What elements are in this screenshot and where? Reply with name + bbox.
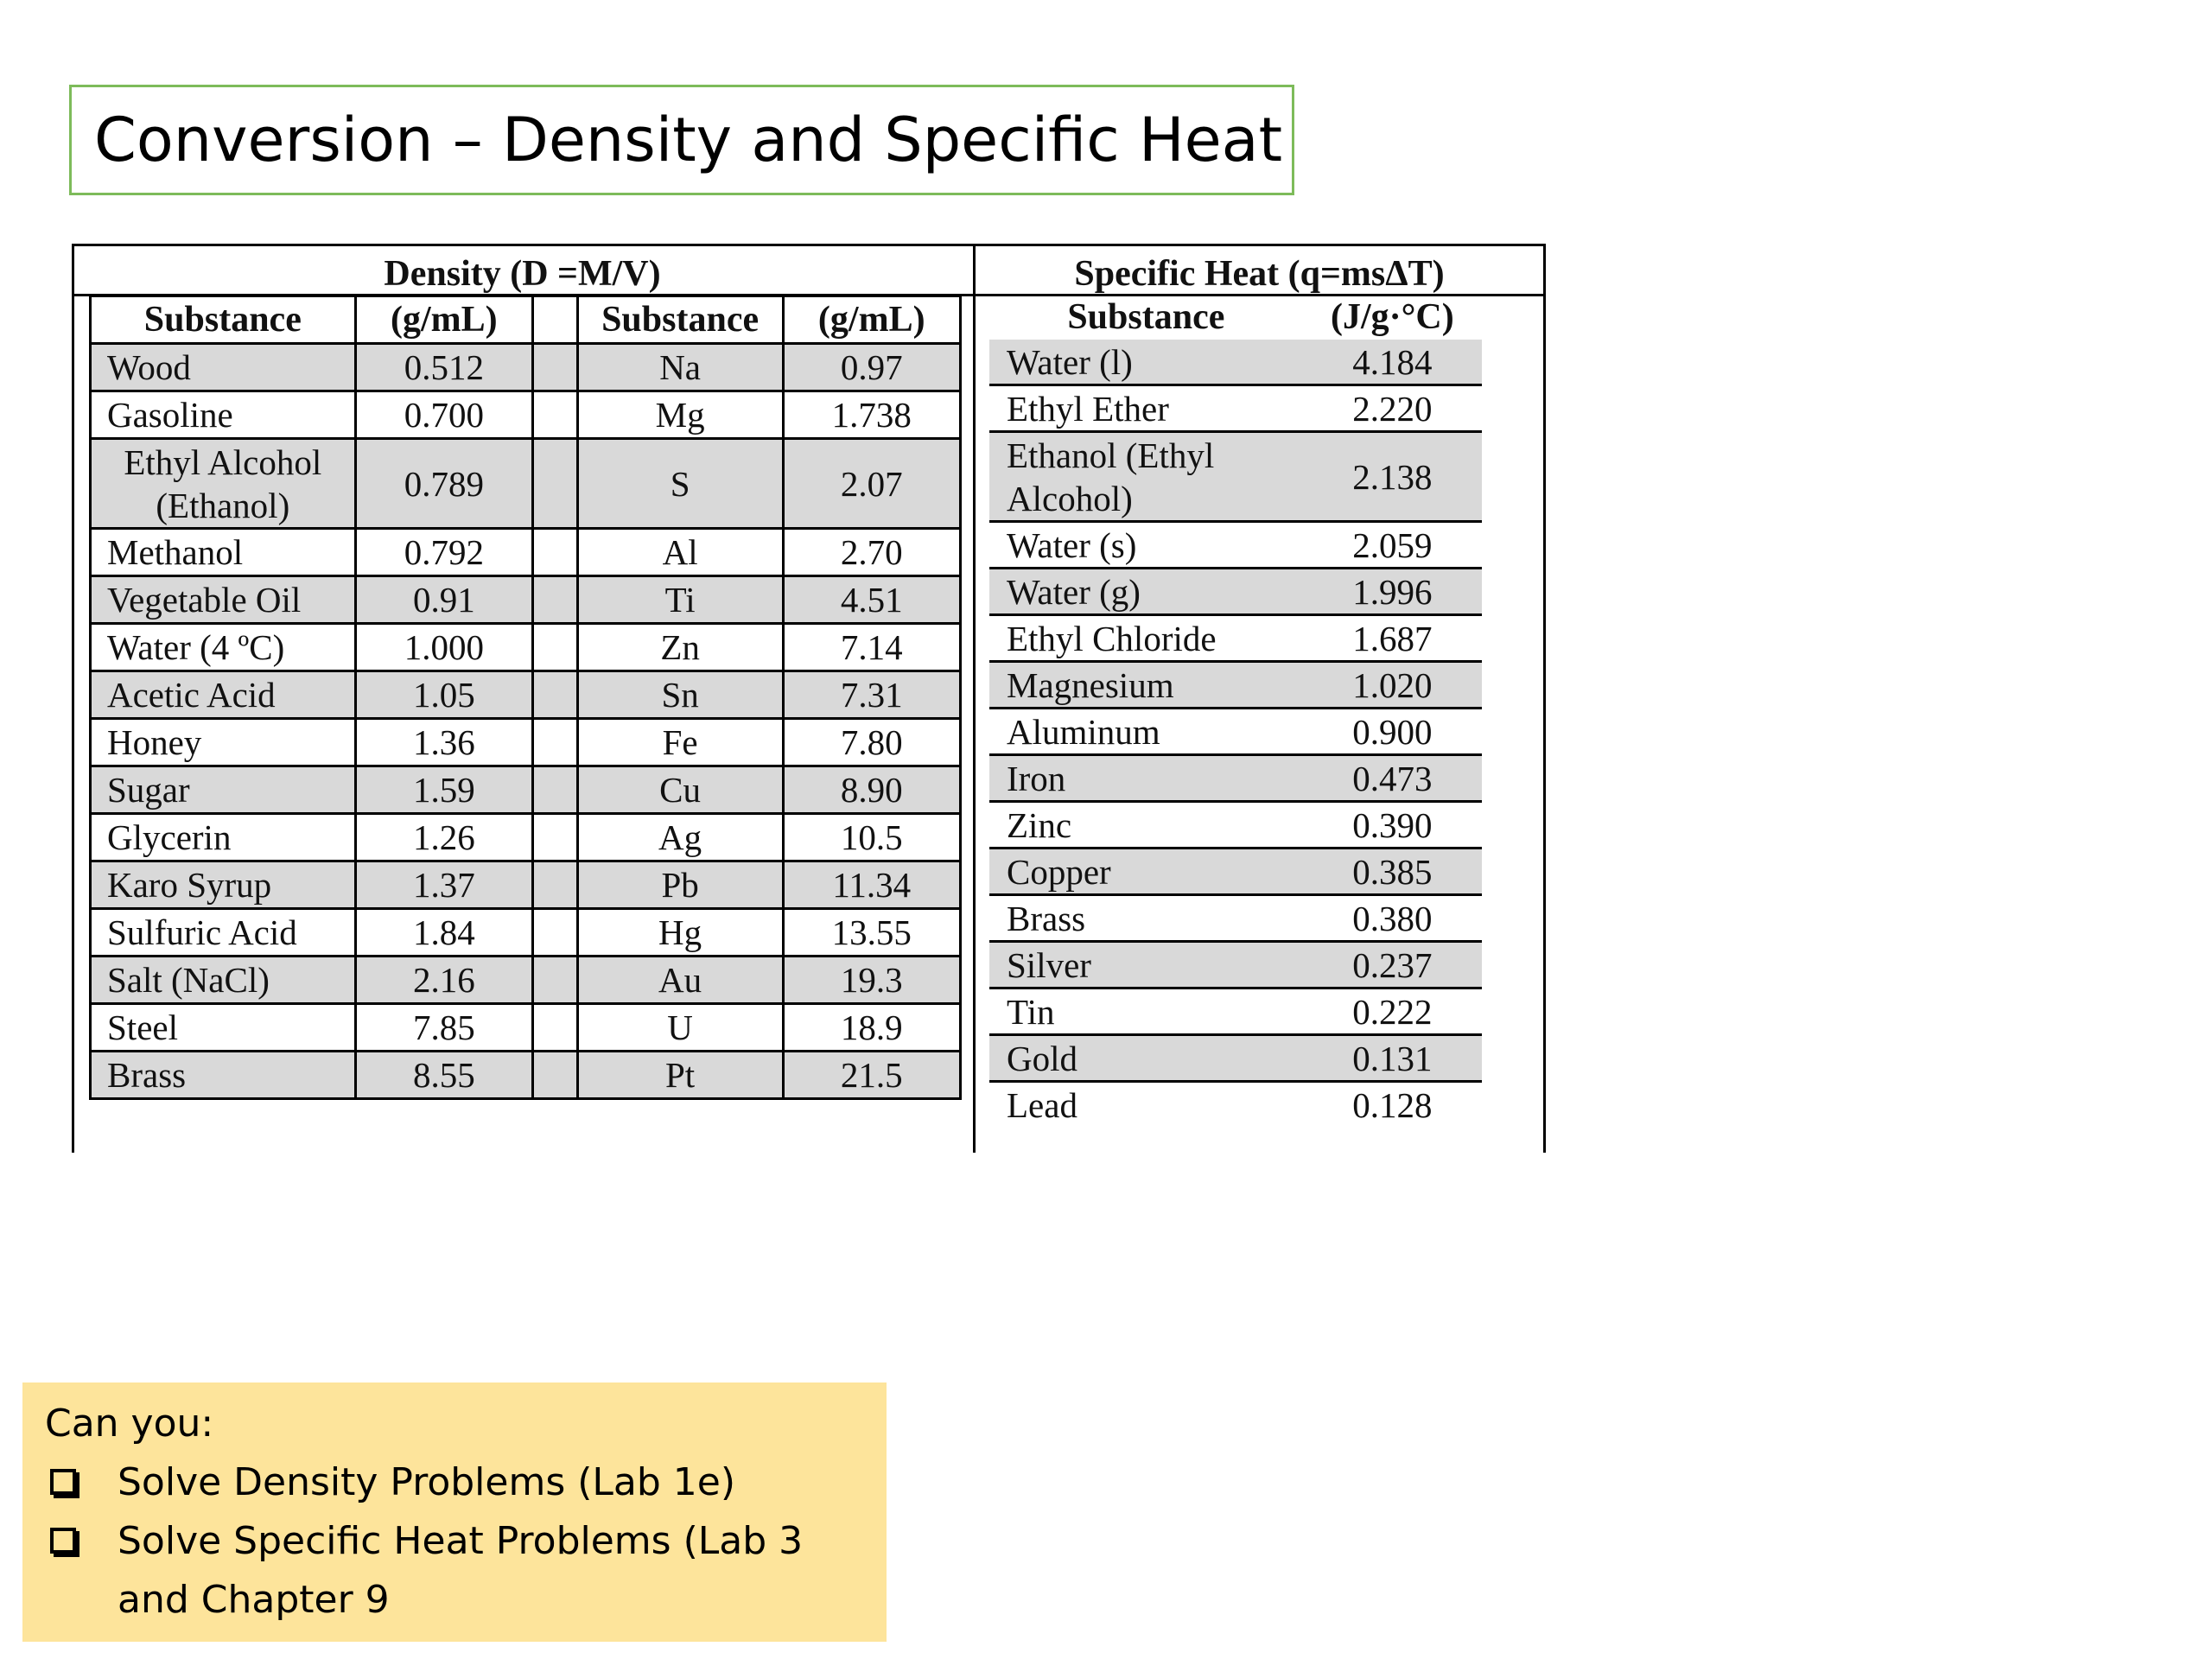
table-row bbox=[91, 439, 961, 529]
element-cell: Cu bbox=[577, 766, 783, 814]
column-header: (g/mL) bbox=[783, 296, 960, 344]
value-cell: 0.512 bbox=[355, 344, 532, 391]
table-row bbox=[989, 755, 1482, 802]
value-cell: 7.14 bbox=[783, 624, 960, 671]
value-cell: 7.85 bbox=[355, 1004, 532, 1052]
substance-cell: Honey bbox=[91, 719, 356, 766]
gap-cell bbox=[533, 957, 578, 1004]
column-header: Substance bbox=[91, 296, 356, 344]
table-row bbox=[989, 988, 1482, 1035]
substance-cell: Ethyl Ether bbox=[989, 385, 1303, 432]
value-cell: 0.473 bbox=[1303, 755, 1482, 802]
gap-cell bbox=[533, 719, 578, 766]
value-cell: 0.128 bbox=[1352, 1084, 1433, 1125]
substance-cell: Sulfuric Acid bbox=[91, 909, 356, 957]
value-cell: 0.91 bbox=[355, 576, 532, 624]
value-cell: 2.138 bbox=[1303, 432, 1482, 522]
substance-cell: Aluminum bbox=[989, 709, 1303, 755]
gap-cell bbox=[533, 391, 578, 439]
gap-cell bbox=[533, 766, 578, 814]
reference-tables bbox=[72, 244, 1546, 1153]
gap-cell bbox=[533, 344, 578, 391]
value-cell: 2.70 bbox=[783, 529, 960, 576]
substance-cell: Ethyl Chloride bbox=[989, 615, 1303, 662]
review-checklist bbox=[22, 1382, 887, 1642]
table-row bbox=[989, 522, 1482, 569]
table-row bbox=[989, 1035, 1482, 1082]
value-cell: 8.90 bbox=[783, 766, 960, 814]
density-heading: Density (D =M/V) bbox=[384, 254, 661, 294]
value-cell: 1.37 bbox=[355, 861, 532, 909]
gap-cell bbox=[533, 1004, 578, 1052]
value-cell: 2.07 bbox=[783, 439, 960, 529]
element-cell: Au bbox=[577, 957, 783, 1004]
value-cell: 0.222 bbox=[1303, 988, 1482, 1035]
table-row bbox=[989, 1082, 1482, 1128]
right-border-line bbox=[1543, 246, 1546, 1153]
value-cell: 11.34 bbox=[783, 861, 960, 909]
value-cell: 1.05 bbox=[355, 671, 532, 719]
substance-cell: Gold bbox=[989, 1035, 1303, 1082]
table-row bbox=[91, 861, 961, 909]
element-cell: S bbox=[577, 439, 783, 529]
table-row bbox=[989, 662, 1482, 709]
substance-cell: Brass bbox=[989, 895, 1303, 942]
checklist-item-label: Solve Specific Heat Problems (Lab 3 and Chapter 9 bbox=[118, 1519, 804, 1622]
substance-cell: Magnesium bbox=[989, 662, 1303, 709]
table-row bbox=[91, 671, 961, 719]
substance-cell: Glycerin bbox=[91, 814, 356, 861]
checklist-item bbox=[45, 1453, 864, 1512]
value-cell: 2.16 bbox=[355, 957, 532, 1004]
value-cell: 7.31 bbox=[783, 671, 960, 719]
substance-cell: Zinc bbox=[989, 802, 1303, 849]
slide-title: Conversion – Density and Specific Heat bbox=[69, 85, 1294, 195]
table-row bbox=[91, 529, 961, 576]
table-row bbox=[91, 624, 961, 671]
value-cell: 0.97 bbox=[783, 344, 960, 391]
substance-cell: Gasoline bbox=[91, 391, 356, 439]
gap-cell bbox=[533, 576, 578, 624]
value-cell: 1.59 bbox=[355, 766, 532, 814]
element-cell: U bbox=[577, 1004, 783, 1052]
value-cell: 4.184 bbox=[1303, 340, 1482, 385]
table-row bbox=[989, 709, 1482, 755]
gap-cell bbox=[533, 814, 578, 861]
value-cell: 19.3 bbox=[783, 957, 960, 1004]
table-row bbox=[91, 814, 961, 861]
element-cell: Zn bbox=[577, 624, 783, 671]
value-cell: 1.000 bbox=[355, 624, 532, 671]
gap-cell bbox=[533, 909, 578, 957]
checkbox-icon bbox=[50, 1528, 76, 1554]
column-header: Substance bbox=[1067, 297, 1225, 337]
value-cell: 7.80 bbox=[783, 719, 960, 766]
substance-cell: Water (g) bbox=[989, 569, 1303, 615]
substance-cell: Sugar bbox=[91, 766, 356, 814]
column-header: (J/g·°C) bbox=[1330, 297, 1454, 337]
value-cell: 0.789 bbox=[355, 439, 532, 529]
checklist-item bbox=[45, 1512, 864, 1630]
substance-cell: Vegetable Oil bbox=[91, 576, 356, 624]
value-cell: 0.380 bbox=[1303, 895, 1482, 942]
value-cell: 1.020 bbox=[1303, 662, 1482, 709]
value-cell: 0.237 bbox=[1303, 942, 1482, 988]
value-cell: 18.9 bbox=[783, 1004, 960, 1052]
table-row bbox=[91, 344, 961, 391]
substance-cell: Water (s) bbox=[989, 522, 1303, 569]
value-cell: 1.36 bbox=[355, 719, 532, 766]
table-row bbox=[989, 942, 1482, 988]
density-table bbox=[89, 295, 962, 1100]
substance-cell: Salt (NaCl) bbox=[91, 957, 356, 1004]
table-row bbox=[91, 576, 961, 624]
substance-cell: Tin bbox=[989, 988, 1303, 1035]
column-header bbox=[533, 296, 578, 344]
table-row bbox=[91, 1004, 961, 1052]
substance-cell: Lead bbox=[1007, 1084, 1077, 1125]
substance-cell: Water (4 ºC) bbox=[91, 624, 356, 671]
section-divider-line bbox=[973, 246, 976, 1153]
value-cell: 0.900 bbox=[1303, 709, 1482, 755]
table-row bbox=[989, 849, 1482, 895]
value-cell: 10.5 bbox=[783, 814, 960, 861]
value-cell: 2.059 bbox=[1303, 522, 1482, 569]
value-cell: 2.220 bbox=[1303, 385, 1482, 432]
substance-cell: Silver bbox=[989, 942, 1303, 988]
table-row bbox=[91, 909, 961, 957]
table-row bbox=[91, 391, 961, 439]
element-cell: Pt bbox=[577, 1052, 783, 1099]
gap-cell bbox=[533, 1052, 578, 1099]
value-cell: 1.738 bbox=[783, 391, 960, 439]
table-row bbox=[989, 569, 1482, 615]
substance-cell: Wood bbox=[91, 344, 356, 391]
value-cell: 0.700 bbox=[355, 391, 532, 439]
substance-cell: Methanol bbox=[91, 529, 356, 576]
density-header-row bbox=[91, 296, 961, 344]
element-cell: Mg bbox=[577, 391, 783, 439]
table-row bbox=[91, 1052, 961, 1099]
value-cell: 8.55 bbox=[355, 1052, 532, 1099]
table-row bbox=[91, 719, 961, 766]
element-cell: Na bbox=[577, 344, 783, 391]
checklist-heading: Can you: bbox=[45, 1402, 214, 1446]
gap-cell bbox=[533, 624, 578, 671]
element-cell: Ag bbox=[577, 814, 783, 861]
specific-heat-table bbox=[989, 295, 1482, 1127]
substance-cell: Acetic Acid bbox=[91, 671, 356, 719]
substance-cell: Copper bbox=[989, 849, 1303, 895]
value-cell: 1.687 bbox=[1303, 615, 1482, 662]
column-header: Substance bbox=[577, 296, 783, 344]
left-border-line bbox=[72, 246, 74, 1153]
substance-cell: Water (l) bbox=[989, 340, 1303, 385]
table-row bbox=[989, 340, 1482, 385]
gap-cell bbox=[533, 529, 578, 576]
checklist bbox=[45, 1453, 864, 1630]
gap-cell bbox=[533, 861, 578, 909]
value-cell: 0.131 bbox=[1303, 1035, 1482, 1082]
element-cell: Ti bbox=[577, 576, 783, 624]
table-row bbox=[989, 432, 1482, 522]
value-cell: 1.26 bbox=[355, 814, 532, 861]
column-header: (g/mL) bbox=[355, 296, 532, 344]
substance-cell: Karo Syrup bbox=[91, 861, 356, 909]
substance-cell: Ethyl Alcohol (Ethanol) bbox=[91, 439, 356, 529]
element-cell: Al bbox=[577, 529, 783, 576]
value-cell: 13.55 bbox=[783, 909, 960, 957]
specific-heat-header-row bbox=[989, 295, 1482, 340]
value-cell: 0.385 bbox=[1303, 849, 1482, 895]
specific-heat-heading: Specific Heat (q=msΔT) bbox=[1074, 254, 1445, 294]
substance-cell: Iron bbox=[989, 755, 1303, 802]
element-cell: Sn bbox=[577, 671, 783, 719]
value-cell: 1.84 bbox=[355, 909, 532, 957]
table-row bbox=[989, 385, 1482, 432]
value-cell: 0.390 bbox=[1303, 802, 1482, 849]
table-row bbox=[91, 766, 961, 814]
element-cell: Hg bbox=[577, 909, 783, 957]
substance-cell: Ethanol (Ethyl Alcohol) bbox=[989, 432, 1303, 522]
table-row bbox=[91, 957, 961, 1004]
table-row bbox=[989, 895, 1482, 942]
substance-cell: Steel bbox=[91, 1004, 356, 1052]
gap-cell bbox=[533, 671, 578, 719]
checkbox-icon bbox=[50, 1469, 76, 1495]
substance-cell: Brass bbox=[91, 1052, 356, 1099]
table-row bbox=[989, 615, 1482, 662]
value-cell: 21.5 bbox=[783, 1052, 960, 1099]
value-cell: 0.792 bbox=[355, 529, 532, 576]
element-cell: Pb bbox=[577, 861, 783, 909]
gap-cell bbox=[533, 439, 578, 529]
table-row bbox=[989, 802, 1482, 849]
value-cell: 1.996 bbox=[1303, 569, 1482, 615]
checklist-item-label: Solve Density Problems (Lab 1e) bbox=[118, 1460, 736, 1504]
value-cell: 4.51 bbox=[783, 576, 960, 624]
element-cell: Fe bbox=[577, 719, 783, 766]
